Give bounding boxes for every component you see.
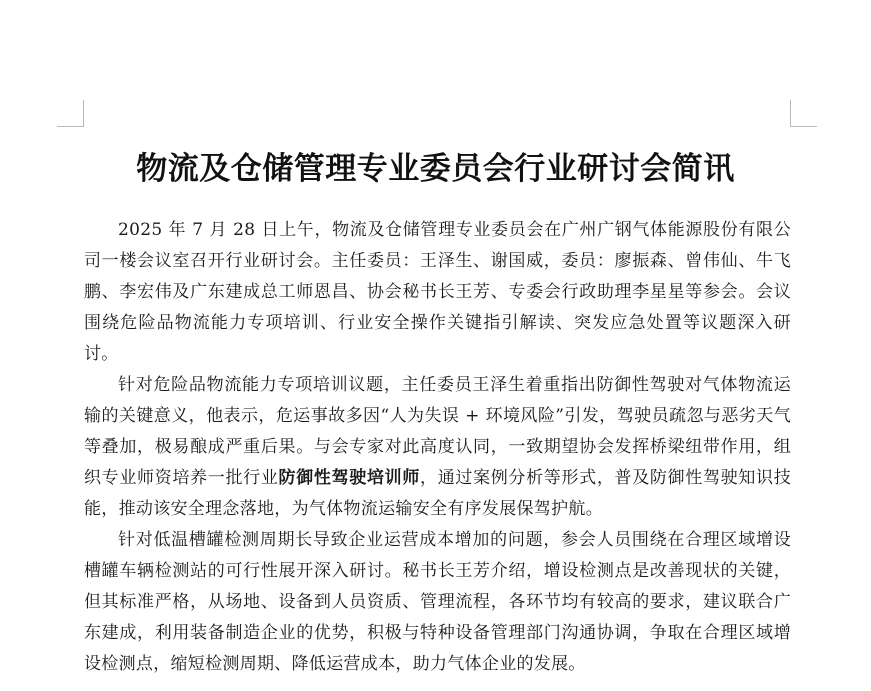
document-body <box>84 215 791 680</box>
page-title: 物流及仓储管理专业委员会行业研讨会简讯 <box>136 151 735 187</box>
paragraph-meeting-overview: 2025 年 7 月 28 日上午，物流及仓储管理专业委员会在广州广钢气体能源股份有限公司一楼会议室召开行业研讨会。主任委员：王泽生、谢国威，委员：廖振森、曾伟仙、牛飞鹏、李宏伟及广东建成总工师恩昌、协会秘书长王芳、专委会行政助理李星星等参会。会议围绕危险品物流能力专项培训、行业安全操作关键指引解读、突发应急处置等议题深入研讨。 <box>84 220 791 364</box>
page-corner-mark-left <box>57 100 84 127</box>
paragraph-defensive-driving <box>84 370 791 525</box>
paragraph-inspection-stations: 针对低温槽罐检测周期长导致企业运营成本增加的问题，参会人员围绕在合理区域增设槽罐车辆检测站的可行性展开深入研讨。秘书长王芳介绍，增设检测点是改善现状的关键，但其标准严格，从场地、设备到人员资质、管理流程，各环节均有较高的要求，建议联合广东建成，利用装备制造企业的优势，积极与特种设备管理部门沟通协调，争取在合理区域增设检测点，缩短检测周期、降低运营成本，助力气体企业的发展。 <box>84 530 791 674</box>
paragraph-text-before: 针对危险品物流能力专项培训议题，主任委员王泽生着重指出防御性驾驶对气体物流运输的关键意义，他表示，危运事故多因“人为失误 + 环境风险”引发，驾驶员疏忽与恶劣天气等叠加，极易酿成严重后果。与会专家对此高度认同，一致期望协会发挥桥梁纽带作用，组织专业师资培养一批行业 <box>84 375 791 488</box>
bold-phrase: 防御性驾驶培训师 <box>278 468 421 488</box>
page-corner-mark-right <box>790 100 817 127</box>
paragraph-text-after: ，通过案例分析等形式，普及防御性驾驶知识技能，推动该安全理念落地，为气体物流运输安全有序发展保驾护航。 <box>84 468 791 519</box>
